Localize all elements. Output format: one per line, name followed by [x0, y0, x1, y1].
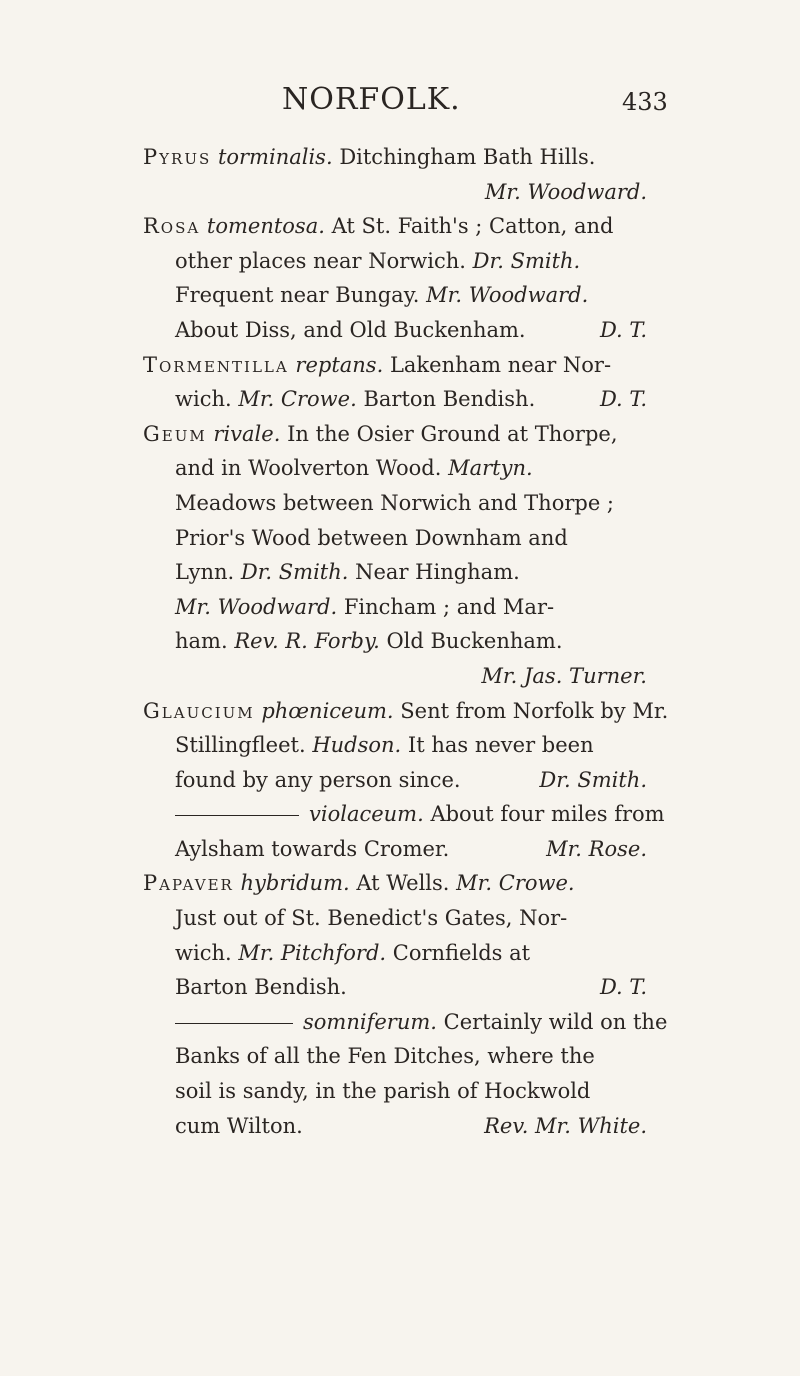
entry-tormentilla — [143, 348, 643, 383]
locality-text: Meadows between Norwich and Thorpe ; — [175, 490, 615, 515]
entry-glaucium — [143, 694, 669, 729]
species-name: reptans. — [295, 352, 384, 377]
locality-text: Ditchingham Bath Hills. — [339, 145, 596, 169]
entry-glaucium-violaceum — [143, 797, 665, 832]
locality-text: About four miles from — [430, 802, 665, 827]
locality-text: Barton Bendish. — [363, 387, 536, 412]
genus-name: Pyrus — [143, 145, 212, 169]
locality-text: Cornfields at — [392, 940, 531, 965]
locality-text: Aylsham towards Cromer. — [175, 836, 450, 861]
genus-name: Papaver — [143, 871, 234, 896]
genus-name: Glaucium — [143, 698, 255, 723]
running-title: NORFOLK. — [282, 82, 461, 117]
species-name: hybridum. — [240, 871, 350, 896]
locality-text: wich. — [175, 940, 232, 965]
ditto-dash — [175, 815, 299, 816]
locality-text: and in Woolverton Wood. — [175, 456, 442, 481]
locality-text: Old Buckenham. — [386, 629, 563, 654]
genus-name: Rosa — [143, 214, 201, 239]
authority: D. T. — [599, 317, 647, 342]
species-name: tomentosa. — [206, 214, 325, 239]
authority: Rev. R. Forby. — [234, 629, 380, 654]
authority: Mr. Woodward. — [484, 179, 647, 204]
authority: Mr. Woodward. — [175, 594, 338, 619]
locality-text: Just out of St. Benedict's Gates, Nor- — [175, 906, 568, 931]
authority: Dr. Smith. — [472, 248, 581, 273]
authority: Mr. Woodward. — [426, 283, 589, 308]
locality-text: wich. — [175, 387, 232, 412]
authority: Mr. Crowe. — [456, 871, 575, 896]
authority: Mr. Rose. — [546, 836, 647, 861]
locality-text: ham. — [175, 629, 228, 654]
locality-text: At Wells. — [356, 871, 450, 896]
authority: Rev. Mr. White. — [484, 1113, 647, 1138]
locality-text: About Diss, and Old Buckenham. — [175, 317, 526, 342]
locality-text: Stillingfleet. — [175, 733, 306, 758]
authority: Mr. Jas. Turner. — [481, 663, 647, 688]
locality-text: It has never been — [407, 733, 594, 758]
entry-rosa — [143, 209, 643, 244]
locality-text: Prior's Wood between Downham and — [175, 525, 568, 550]
locality-text: Frequent near Bungay. — [175, 283, 420, 308]
authority: Mr. Pitchford. — [238, 940, 387, 965]
locality-text: Barton Bendish. — [175, 975, 347, 1000]
main-text — [143, 140, 669, 1143]
entry-pyrus — [143, 140, 643, 175]
locality-text: cum Wilton. — [175, 1113, 303, 1138]
ditto-dash — [175, 1023, 293, 1024]
authority: Dr. Smith. — [240, 560, 349, 585]
locality-text: other places near Norwich. — [175, 248, 466, 273]
locality-text: Lakenham near Nor- — [389, 352, 612, 377]
locality-text: In the Osier Ground at Thorpe, — [287, 421, 618, 446]
entry-papaver — [143, 866, 643, 901]
authority: D. T. — [599, 387, 647, 412]
locality-text: Sent from Norfolk by Mr. — [400, 698, 669, 723]
locality-text: found by any person since. — [175, 767, 461, 792]
locality-text: soil is sandy, in the parish of Hockwold — [175, 1079, 591, 1104]
species-name: torminalis. — [217, 145, 333, 169]
genus-name: Tormentilla — [143, 352, 289, 377]
species-name: rivale. — [213, 421, 281, 446]
authority: Hudson. — [312, 733, 402, 758]
species-name: violaceum. — [309, 802, 424, 827]
locality-text: Lynn. — [175, 560, 235, 585]
locality-text: Certainly wild on the — [443, 1009, 668, 1034]
species-name: somniferum. — [303, 1009, 437, 1034]
locality-text: At St. Faith's ; Catton, and — [331, 214, 614, 239]
authority: D. T. — [599, 975, 647, 1000]
species-name: phœniceum. — [261, 698, 394, 723]
authority: Dr. Smith. — [539, 767, 647, 792]
locality-text: Fincham ; and Mar- — [343, 594, 555, 619]
authority: Martyn. — [448, 456, 533, 481]
genus-name: Geum — [143, 421, 207, 446]
locality-text: Banks of all the Fen Ditches, where the — [175, 1044, 595, 1069]
authority: Mr. Crowe. — [238, 387, 357, 412]
page-header — [0, 82, 800, 122]
entry-papaver-somniferum — [143, 1005, 668, 1040]
locality-text: Near Hingham. — [355, 560, 520, 585]
page-number: 433 — [622, 88, 668, 116]
entry-geum — [143, 417, 643, 452]
